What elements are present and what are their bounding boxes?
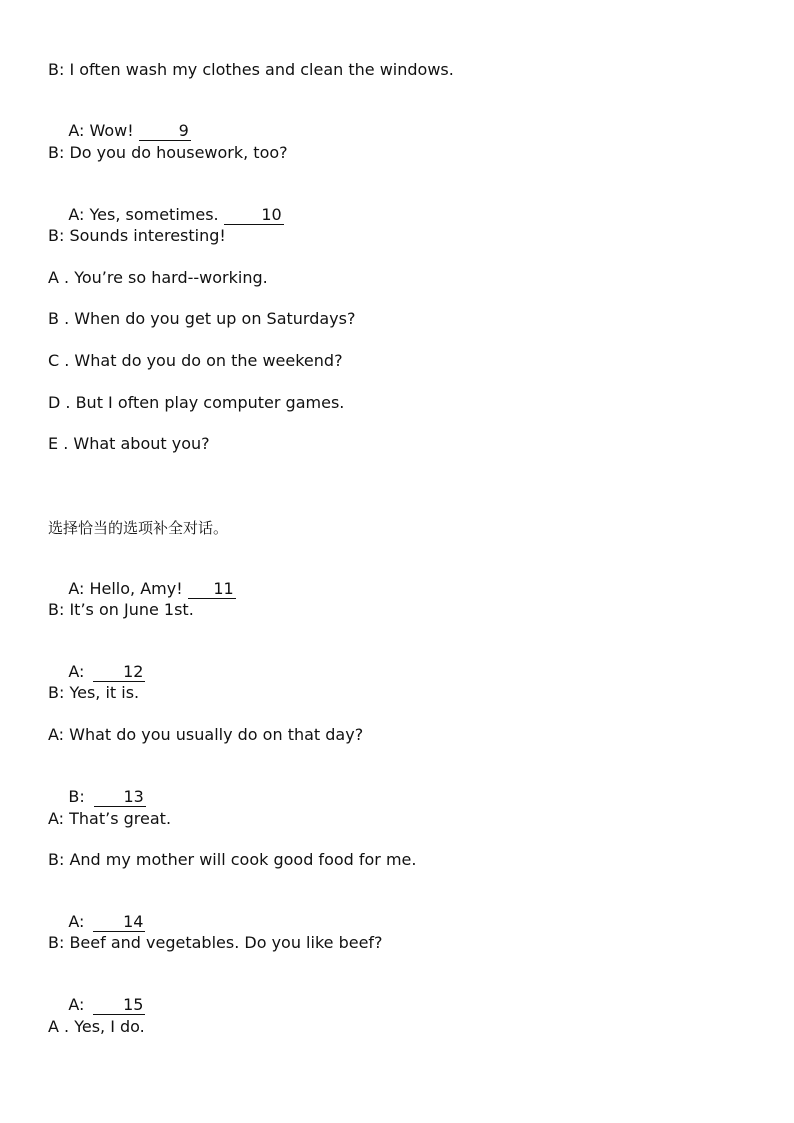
answer-blank-10[interactable]: 10 <box>224 206 284 225</box>
option-c: C . What do you do on the weekend? <box>48 351 343 370</box>
speaker-text: B: <box>68 787 90 806</box>
answer-blank-13[interactable]: 13 <box>94 788 146 807</box>
speaker-text: A: Wow! <box>68 121 139 140</box>
dialogue-line: A: That’s great. <box>48 809 172 828</box>
option-e: E . What about you? <box>48 434 210 453</box>
answer-blank-12[interactable]: 12 <box>93 663 145 682</box>
speaker-text: A: <box>68 995 90 1014</box>
dialogue-line: B: Do you do housework, too? <box>48 143 288 162</box>
option-d: D . But I often play computer games. <box>48 393 345 412</box>
option-b: B . When do you get up on Saturdays? <box>48 309 356 328</box>
answer-blank-15[interactable]: 15 <box>93 996 145 1015</box>
answer-blank-14[interactable]: 14 <box>93 913 145 932</box>
speaker-text: A: <box>68 912 90 931</box>
answer-blank-11[interactable]: 11 <box>188 580 236 599</box>
dialogue-line: A: What do you usually do on that day? <box>48 725 364 744</box>
dialogue-line: B: I often wash my clothes and clean the windows. <box>48 60 454 79</box>
section-instruction: 选择恰当的选项补全对话。 <box>48 519 229 537</box>
dialogue-line: B: Beef and vegetables. Do you like beef? <box>48 933 383 952</box>
dialogue-line: B: It’s on June 1st. <box>48 600 194 619</box>
answer-blank-9[interactable]: 9 <box>139 122 191 141</box>
speaker-text: A: Yes, sometimes. <box>68 205 224 224</box>
option-a: A . You’re so hard--working. <box>48 268 268 287</box>
dialogue-line: B: Yes, it is. <box>48 683 140 702</box>
speaker-text: A: Hello, Amy! <box>68 579 188 598</box>
speaker-text: A: <box>68 662 90 681</box>
option-a: A . Yes, I do. <box>48 1017 145 1036</box>
dialogue-line: B: And my mother will cook good food for me. <box>48 850 417 869</box>
dialogue-line: B: Sounds interesting! <box>48 226 226 245</box>
